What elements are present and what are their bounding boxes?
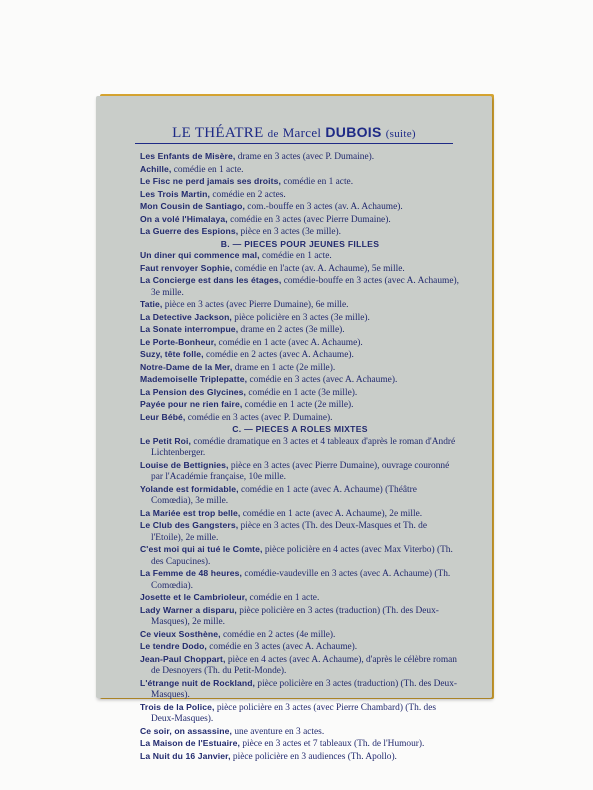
play-entry bbox=[140, 484, 460, 508]
play-description: pièce policière en 3 audiences (Th. Apollo). bbox=[230, 751, 397, 762]
play-description: pièce policière en 4 actes (avec Max Viterbo) (Th. des Capucines). bbox=[151, 545, 453, 567]
header-de: de bbox=[267, 128, 279, 140]
play-title: La Femme de 48 heures, bbox=[140, 568, 243, 578]
play-description: une aventure en 3 actes. bbox=[232, 726, 325, 737]
play-list bbox=[140, 151, 460, 763]
play-entry bbox=[140, 520, 460, 544]
play-description: comédie en 3 actes (avec P. Dumaine). bbox=[185, 412, 333, 423]
play-title: Faut renvoyer Sophie, bbox=[140, 262, 233, 273]
play-description: drame en 2 actes (3e mille). bbox=[238, 325, 345, 335]
play-description: pièce en 3 actes (avec Pierre Dumaine), 6e mille. bbox=[162, 300, 349, 310]
play-entry bbox=[140, 436, 460, 460]
play-entry bbox=[140, 151, 460, 164]
play-entry bbox=[140, 362, 460, 375]
play-description: comédie dramatique en 3 actes et 4 tableaux d'après le roman d'André Lichtenberger. bbox=[151, 436, 456, 458]
play-title: On a volé l'Himalaya, bbox=[140, 213, 228, 224]
play-title: La Nuit du 16 Janvier, bbox=[140, 750, 231, 761]
play-description: pièce policière en 3 actes (avec Pierre Chambard) (Th. des Deux-Masques). bbox=[151, 702, 437, 724]
play-entry bbox=[140, 678, 460, 702]
play-description: comédie en 3 actes (avec A. Achaume). bbox=[247, 375, 398, 385]
play-entry bbox=[140, 751, 460, 764]
play-description: comédie en 3 actes (avec Pierre Dumaine). bbox=[227, 214, 391, 225]
play-entry bbox=[140, 263, 460, 276]
play-description: drame en 3 actes (avec P. Dumaine). bbox=[235, 152, 375, 162]
play-entry bbox=[140, 568, 460, 592]
play-title: Le Petit Roi, bbox=[140, 435, 191, 446]
play-description: pièce en 3 actes et 7 tableaux (Th. de l'Humour). bbox=[239, 739, 425, 749]
play-description: com.-bouffe en 3 actes (av. A. Achaume). bbox=[244, 202, 403, 212]
play-title: Les Enfants de Misère, bbox=[140, 151, 236, 161]
play-title: Leur Bébé, bbox=[140, 411, 186, 422]
play-title: La Detective Jackson, bbox=[140, 311, 232, 322]
play-entry bbox=[140, 226, 460, 239]
play-description: pièce en 3 actes (3e mille). bbox=[238, 227, 342, 237]
play-entry bbox=[140, 544, 460, 568]
play-entry bbox=[140, 189, 460, 202]
play-description: comédie en 1 acte. bbox=[280, 177, 354, 187]
play-title: L'étrange nuit de Rockland, bbox=[140, 677, 256, 688]
play-description: comédie-vaudeville en 3 actes (avec A. Achaume) (Th. Comœdia). bbox=[151, 569, 451, 591]
play-description: comédie en 2 actes. bbox=[210, 189, 286, 200]
play-title: Les Trois Martin, bbox=[140, 188, 210, 199]
play-title: Ce soir, on assassine, bbox=[140, 725, 233, 736]
play-description: comédie en 1 acte (avec A. Achaume). bbox=[216, 337, 363, 348]
play-title: La Maison de l'Estuaire, bbox=[140, 738, 240, 748]
play-description: comédie en 1 acte (3e mille). bbox=[246, 387, 358, 398]
play-entry bbox=[140, 726, 460, 739]
play-entry bbox=[140, 275, 460, 299]
play-entry bbox=[140, 164, 460, 177]
play-entry bbox=[140, 214, 460, 227]
play-description: pièce policière en 3 actes (3e mille). bbox=[231, 312, 370, 323]
play-description: comédie en 1 acte. bbox=[247, 593, 320, 603]
play-entry bbox=[140, 654, 460, 678]
play-title: Louise de Bettignies, bbox=[140, 459, 229, 470]
play-title: Un diner qui commence mal, bbox=[140, 250, 260, 260]
play-description: comédie en 1 acte (avec A. Achaume) (Théâtre Comœdia), 3e mille. bbox=[151, 484, 417, 506]
play-title: Le Porte-Bonheur, bbox=[140, 336, 217, 347]
play-entry bbox=[140, 324, 460, 337]
play-description: comédie en 2 actes (avec A. Achaume). bbox=[203, 350, 354, 360]
play-description: comédie en 1 acte (2e mille). bbox=[242, 400, 354, 410]
page-header bbox=[132, 124, 456, 142]
section-heading-b: B. — PIECES POUR JEUNES FILLES bbox=[220, 238, 380, 249]
play-description: comédie-bouffe en 3 actes (avec A. Achaume), 3e mille. bbox=[151, 276, 459, 298]
play-description: comédie en 3 actes (avec A. Achaume). bbox=[206, 642, 358, 652]
play-title: C'est moi qui ai tué le Comte, bbox=[140, 544, 263, 554]
play-title: La Concierge est dans les étages, bbox=[140, 275, 282, 285]
header-suite: (suite) bbox=[385, 128, 416, 140]
booklet-page bbox=[96, 96, 492, 762]
play-description: comédie en 1 acte (avec A. Achaume), 2e mille. bbox=[240, 508, 423, 519]
list-group-a bbox=[140, 151, 460, 239]
play-title: Mon Cousin de Santiago, bbox=[140, 201, 245, 211]
play-title: La Pension des Glycines, bbox=[140, 386, 247, 397]
play-entry bbox=[140, 374, 460, 387]
play-description: pièce policière en 3 actes (traduction) (Th. des Deux-Masques). bbox=[151, 678, 458, 700]
play-title: La Guerre des Espions, bbox=[140, 226, 239, 236]
play-title: Le Fisc ne perd jamais ses droits, bbox=[140, 176, 281, 186]
play-description: pièce en 3 actes (avec Pierre Dumaine), ouvrage couronné par l'Académie française, 10e mille. bbox=[151, 460, 450, 482]
play-entry bbox=[140, 702, 460, 726]
play-entry bbox=[140, 201, 460, 214]
play-title: Yolande est formidable, bbox=[140, 483, 239, 494]
play-title: Suzy, tête folle, bbox=[140, 349, 204, 359]
play-title: Josette et le Cambrioleur, bbox=[140, 592, 248, 602]
header-author-last: DUBOIS bbox=[325, 124, 382, 140]
play-title: Notre-Dame de la Mer, bbox=[140, 361, 233, 372]
play-entry bbox=[140, 605, 460, 629]
list-group-c bbox=[140, 436, 460, 764]
play-entry bbox=[140, 312, 460, 325]
play-entry bbox=[140, 176, 460, 189]
play-title: Jean-Paul Choppart, bbox=[140, 653, 226, 664]
play-description: pièce en 3 actes (Th. des Deux-Masques et Th. de l'Etoile), 2e mille. bbox=[151, 521, 428, 543]
play-title: Lady Warner a disparu, bbox=[140, 604, 237, 615]
play-description: comédie en 1 acte. bbox=[171, 164, 244, 175]
header-rule bbox=[135, 143, 453, 144]
play-entry bbox=[140, 508, 460, 521]
play-title: Tatie, bbox=[140, 299, 163, 309]
play-entry bbox=[140, 349, 460, 362]
play-entry bbox=[140, 592, 460, 605]
header-author-first: Marcel bbox=[282, 125, 322, 140]
play-entry bbox=[140, 250, 460, 263]
play-description: pièce policière en 3 actes (traduction) (Th. des Deux-Masques), 2e mille. bbox=[151, 605, 439, 627]
play-title: Le Club des Gangsters, bbox=[140, 520, 239, 530]
play-entry bbox=[140, 738, 460, 751]
play-entry bbox=[140, 629, 460, 642]
play-entry bbox=[140, 337, 460, 350]
play-title: Trois de la Police, bbox=[140, 701, 215, 712]
header-title: LE THÉATRE bbox=[172, 125, 264, 141]
play-title: La Mariée est trop belle, bbox=[140, 507, 241, 518]
list-group-b bbox=[140, 250, 460, 424]
play-title: Achille, bbox=[140, 163, 172, 174]
play-entry bbox=[140, 299, 460, 312]
play-description: pièce en 4 actes (avec A. Achaume), d'après le célèbre roman de Desnoyers (Th. du Petit-Monde). bbox=[151, 654, 457, 676]
play-description: comédie en 1 acte. bbox=[259, 251, 332, 261]
play-entry bbox=[140, 399, 460, 412]
play-title: La Sonate interrompue, bbox=[140, 324, 239, 334]
play-entry bbox=[140, 387, 460, 400]
section-heading-c: C. — PIECES A ROLES MIXTES bbox=[232, 424, 368, 434]
play-entry bbox=[140, 641, 460, 654]
play-description: drame en 1 acte (2e mille). bbox=[232, 362, 336, 373]
play-description: comédie en l'acte (av. A. Achaume), 5e mille. bbox=[232, 263, 405, 274]
play-title: Le tendre Dodo, bbox=[140, 641, 207, 651]
play-title: Mademoiselle Triplepatte, bbox=[140, 374, 248, 384]
play-description: comédie en 2 actes (4e mille). bbox=[220, 629, 336, 640]
play-title: Ce vieux Sosthène, bbox=[140, 628, 221, 639]
play-title: Payée pour ne rien faire, bbox=[140, 399, 243, 409]
play-entry bbox=[140, 460, 460, 484]
play-entry bbox=[140, 412, 460, 425]
